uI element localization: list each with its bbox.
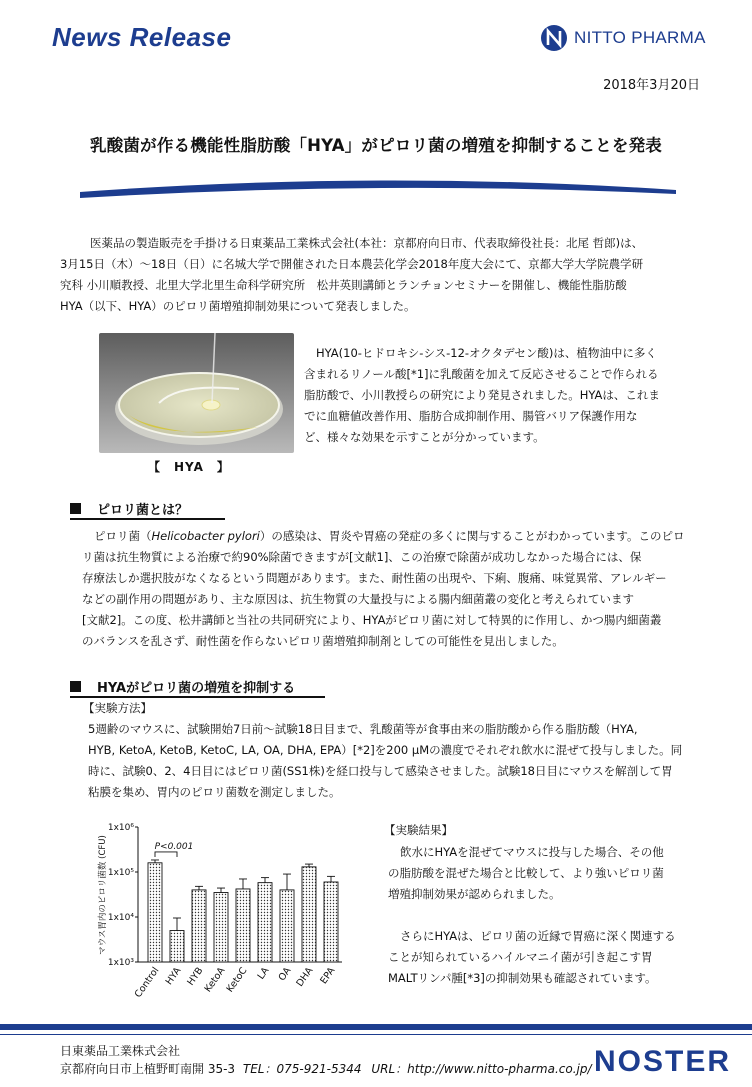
- bullet-square-icon: [70, 681, 81, 692]
- hya-desc-line: 含まれるリノール酸[*1]に乳酸菌を加えて反応させることで作られる: [304, 367, 659, 381]
- bullet-square-icon: [70, 503, 81, 514]
- page-title: 乳酸菌が作る機能性脂肪酸「HYA」がピロリ菌の増殖を抑制することを発表: [90, 136, 662, 155]
- hya-photo: [99, 333, 294, 453]
- photo-caption: 【 HYA 】: [148, 460, 230, 474]
- release-title: News Release: [52, 22, 232, 52]
- section1-line: などの副作用の問題があり、主な原因は、抗生物質の大量投与による腸内細菌叢の変化と考えられています: [82, 592, 634, 606]
- section-heading-text: HYAがピロリ菌の増殖を抑制する: [97, 681, 296, 696]
- method-line: 粘膜を集め、胃内のピロリ菌数を測定しました。: [88, 785, 341, 799]
- chart-ylabel: マウス胃内のピロリ菌数 (CFU): [98, 835, 108, 955]
- chart-category-label: KetoA: [202, 965, 228, 995]
- chart-ytick-label: 1x10³: [107, 958, 134, 968]
- pylori-count-chart: [92, 815, 352, 1015]
- section1-text: ピロリ菌（: [94, 529, 152, 543]
- significance-label: P<0.001: [154, 841, 194, 852]
- hya-desc-line: HYA(10-ヒドロキシ-シス-12-オクタデセン酸)は、植物油中に多く: [316, 346, 657, 360]
- intro-line: HYA（以下、HYA）のピロリ菌増殖抑制効果について発表しました。: [60, 299, 416, 313]
- section1-line: 存療法しか選択肢がなくなるという問題があります。また、耐性菌の出現や、下痢、腹痛、味覚異常、アレルギー: [82, 571, 667, 585]
- hya-description: [304, 343, 684, 448]
- hya-desc-line: でに血糖値改善作用、脂肪合成抑制作用、腸管バリア保護作用な: [304, 409, 638, 423]
- hya-desc-line: ど、様々な効果を示すことが分かっています。: [304, 430, 545, 444]
- result-line: の脂肪酸を混ぜた場合と比較して、より強いピロリ菌: [388, 866, 664, 880]
- address-text: 京都府向日市上植野町南開 35-3: [60, 1062, 236, 1076]
- chart-bar: [324, 882, 338, 962]
- chart-bar: [280, 890, 294, 962]
- chart-bar: [236, 889, 250, 962]
- company-address: [60, 1060, 592, 1077]
- result-line: ことが知られているハイルマニイ菌が引き起こす胃: [388, 950, 653, 964]
- chart-bar: [192, 890, 206, 962]
- section1-text: ）の感染は、胃炎や胃癌の発症の多くに関与することがわかっています。このピロ: [259, 529, 685, 543]
- result-line: MALTリンパ腫[*3]の抑制効果も確認されています。: [388, 971, 657, 985]
- section-heading-text: ピロリ菌とは？: [97, 503, 189, 518]
- tel-text: TEL：075-921-5344: [242, 1062, 362, 1076]
- chart-category-label: OA: [276, 965, 294, 984]
- method-line: 時に、試験0、2、4日目にはピロリ菌(SS1株)を経口投与して感染させました。試験18日目にマウスを解剖して胃: [88, 764, 673, 778]
- chart-ytick-label: 1x10⁴: [107, 913, 134, 923]
- chart-ytick-label: 1x10⁵: [107, 868, 134, 878]
- chart-ytick-label: 1x10⁶: [107, 823, 134, 833]
- chart-category-label: HYB: [185, 965, 206, 988]
- section1-body: [82, 526, 692, 652]
- chart-category-label: HYA: [163, 965, 184, 988]
- chart-category-label: EPA: [318, 965, 338, 987]
- section-underline: [70, 696, 325, 698]
- section1-line: リ菌は抗生物質による治療で約90%除菌できますが[文献1]、この治療で除菌が成功しなかった場合には、保: [82, 550, 642, 564]
- result-body: [388, 842, 688, 989]
- chart-bar: [170, 931, 184, 962]
- chart-category-label: KetoC: [224, 965, 250, 995]
- method-body: [88, 719, 693, 803]
- intro-line: 3月15日（木）～18日（日）に名城大学で開催された日本農芸化学会2018年度大会にて、京都大学大学院農学研: [60, 257, 644, 271]
- result-line: 飲水にHYAを混ぜてマウスに投与した場合、その他: [400, 845, 664, 859]
- intro-paragraph: [60, 233, 700, 317]
- hya-desc-line: 脂肪酸で、小川教授らの研究により発見されました。HYAは、これま: [304, 388, 660, 402]
- section1-line: [82, 526, 692, 547]
- noster-logo: NOSTER: [594, 1045, 732, 1078]
- result-line: [388, 905, 688, 926]
- section-heading: [70, 499, 188, 518]
- result-line: さらにHYAは、ピロリ菌の近縁で胃癌に深く関連する: [400, 929, 676, 943]
- method-line: 5週齢のマウスに、試験開始7日前～試験18日目まで、乳酸菌等が食事由来の脂肪酸から作る脂肪酸（HYA,: [88, 722, 638, 736]
- section-heading: [70, 677, 295, 696]
- chart-category-label: LA: [255, 965, 272, 982]
- chart-category-label: Control: [132, 965, 162, 1000]
- chart-bar: [302, 867, 316, 962]
- title-swoosh: [80, 176, 676, 200]
- result-label: 【実験結果】: [384, 823, 453, 837]
- intro-line: 医薬品の製造販売を手掛ける日東薬品工業株式会社(本社：京都府向日市、代表取締役社長：北尾 哲郎)は、: [90, 236, 644, 250]
- section-underline: [70, 518, 225, 520]
- brand-logo: [540, 24, 706, 52]
- url-link[interactable]: URL：http://www.nitto-pharma.co.jp/: [371, 1062, 592, 1076]
- section1-line: [文献2]。この度、松井講師と当社の共同研究により、HYAがピロリ菌に対して特異的に作用し、かつ腸内細菌叢: [82, 613, 662, 627]
- footer-divider: [0, 1034, 752, 1035]
- method-line: HYB, KetoA, KetoB, KetoC, LA, OA, DHA, EPA）[*2]を200 μMの濃度でそれぞれ飲水に混ぜて投与しました。同: [88, 743, 683, 757]
- species-name: Helicobacter pylori: [151, 529, 260, 543]
- company-name: 日東薬品工業株式会社: [60, 1044, 181, 1058]
- result-line: 増殖抑制効果が認められました。: [388, 887, 561, 901]
- section1-line: のバランスを乱さず、耐性菌を作らないピロリ菌増殖抑制剤としての可能性を見出しました。: [82, 634, 564, 648]
- significance-bracket: [155, 852, 177, 857]
- intro-line: 究科 小川順教授、北里大学北里生命科学研究所 松井英則講師とランチョンセミナーを開催し、機能性脂肪酸: [60, 278, 627, 292]
- method-label: 【実験方法】: [83, 701, 152, 715]
- brand-name: NITTO PHARMA: [574, 28, 706, 47]
- chart-bar: [148, 863, 162, 962]
- release-date: 2018年3月20日: [603, 78, 700, 93]
- chart-bar: [258, 883, 272, 962]
- chart-bar: [214, 893, 228, 962]
- footer-band: [0, 1024, 752, 1030]
- nitto-logo-icon: [540, 24, 568, 52]
- chart-category-label: DHA: [294, 965, 316, 989]
